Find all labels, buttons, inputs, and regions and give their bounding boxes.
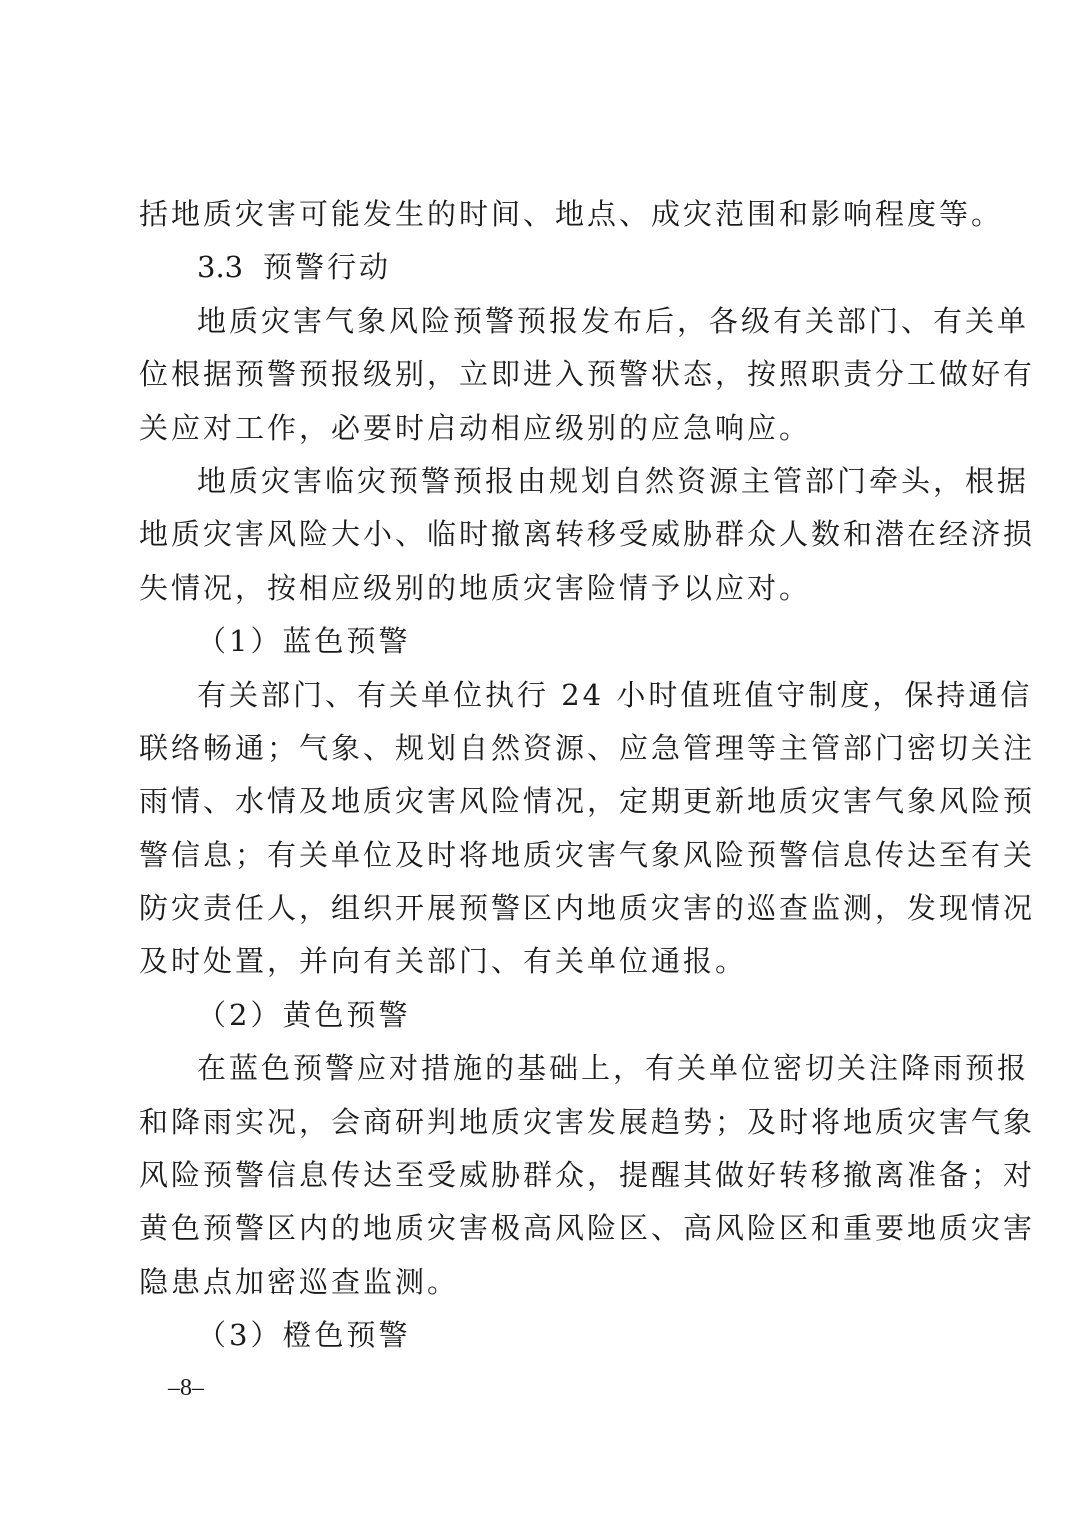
page-number: –8– — [168, 1375, 204, 1401]
paragraph-line: 在蓝色预警应对措施的基础上，有关单位密切关注降雨预报 — [197, 1051, 1030, 1086]
subheading-orange-warning: （3）橙色预警 — [197, 1318, 411, 1353]
paragraph-line: 黄色预警区内的地质灾害极高风险区、高风险区和重要地质灾害 — [139, 1211, 1036, 1246]
paragraph-line: 有关部门、有关单位执行 24 小时值班值守制度，保持通信 — [197, 677, 1033, 712]
subheading-blue-warning: （1）蓝色预警 — [197, 624, 411, 659]
paragraph-line: 括地质灾害可能发生的时间、地点、成灾范围和影响程度等。 — [139, 197, 1004, 231]
section-heading — [139, 241, 939, 294]
paragraph-line: 地质灾害风险大小、临时撤离转移受威胁群众人数和潜在经济损 — [139, 517, 1036, 552]
section-heading-number: 3.3 — [197, 250, 244, 285]
paragraph-line: 隐患点加密巡查监测。 — [139, 1264, 460, 1299]
paragraph-line: 防灾责任人，组织开展预警区内地质灾害的巡查监测，发现情况 — [139, 891, 1036, 926]
subheading-yellow-warning: （2）黄色预警 — [197, 997, 411, 1032]
paragraph-line: 警信息；有关单位及时将地质灾害气象风险预警信息传达至有关 — [139, 837, 1036, 872]
paragraph-line: 和降雨实况，会商研判地质灾害发展趋势；及时将地质灾害气象 — [139, 1104, 1036, 1139]
paragraph-line: 位根据预警预报级别，立即进入预警状态，按照职责分工做好有 — [139, 357, 1036, 392]
paragraph-line: 地质灾害临灾预警预报由规划自然资源主管部门牵头，根据 — [197, 463, 1030, 498]
paragraph-line: 风险预警信息传达至受威胁群众，提醒其做好转移撤离准备；对 — [139, 1158, 1036, 1193]
paragraph-line: 雨情、水情及地质灾害风险情况，定期更新地质灾害气象风险预 — [139, 784, 1036, 819]
paragraph-line: 及时处置，并向有关部门、有关单位通报。 — [139, 944, 748, 979]
paragraph-line: 关应对工作，必要时启动相应级别的应急响应。 — [139, 410, 812, 445]
paragraph-line: 地质灾害气象风险预警预报发布后，各级有关部门、有关单 — [197, 303, 1030, 338]
paragraph-line: 失情况，按相应级别的地质灾害险情予以应对。 — [139, 570, 812, 605]
paragraph-line: 联络畅通；气象、规划自然资源、应急管理等主管部门密切关注 — [139, 730, 1036, 765]
body-text — [139, 188, 1036, 1363]
section-heading-title: 预警行动 — [263, 250, 392, 285]
